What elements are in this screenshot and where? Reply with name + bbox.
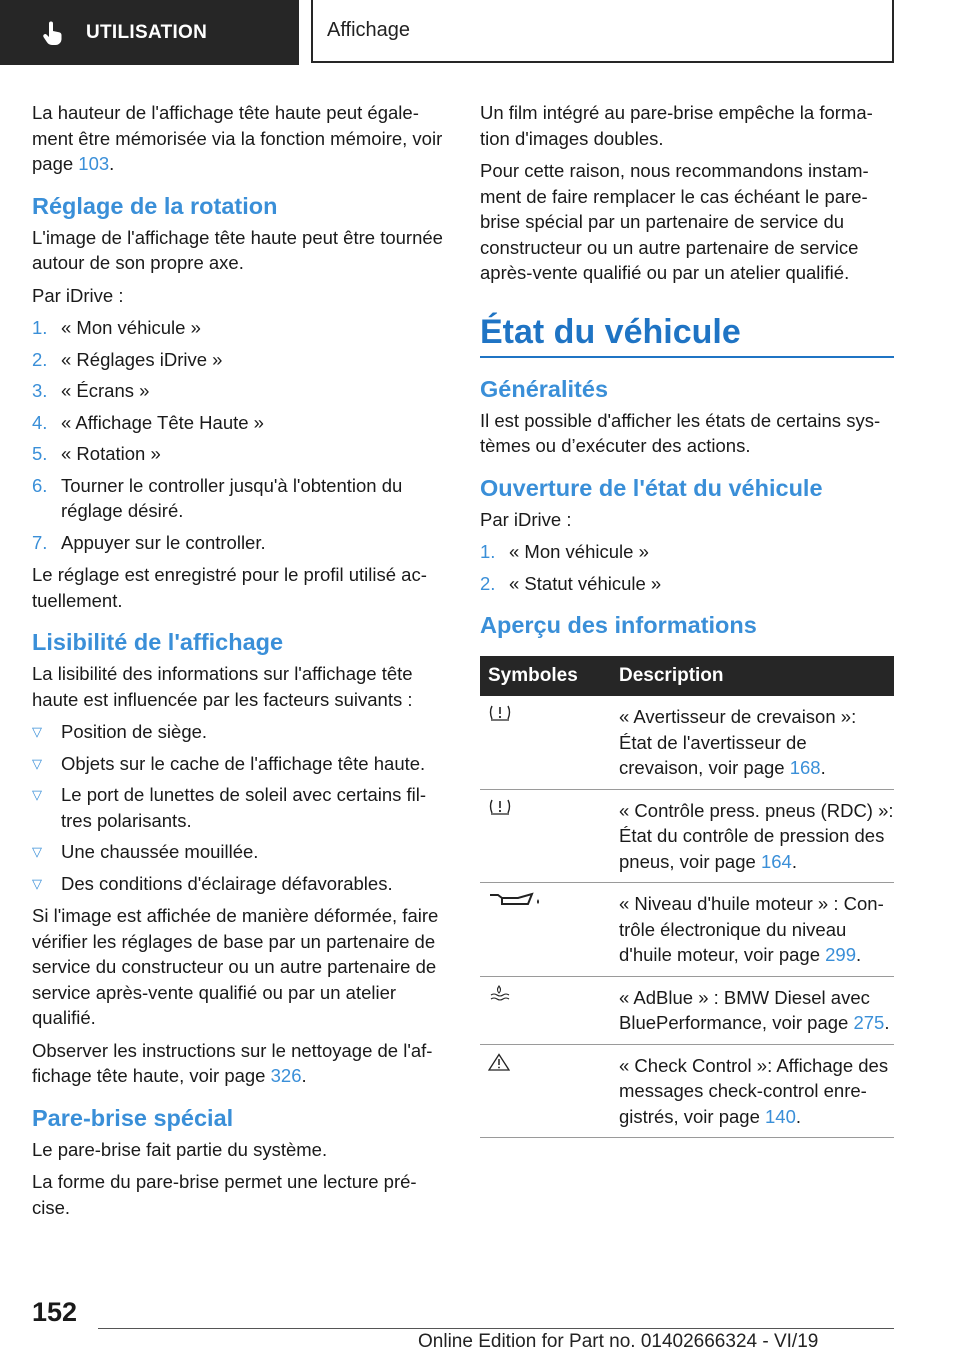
distorted-text: Si l'image est affichée de manière déformée, faire vérifier les réglages de base par un partenaire de service du constructeur ou un autre partenaire de service après-vente qualifié ou par un atelier qualifié.	[32, 905, 439, 1028]
footer-divider	[98, 1328, 894, 1329]
hand-pointer-icon	[42, 20, 68, 46]
idrive-label: Par iDrive :	[32, 284, 124, 306]
windshield-heading: Pare-brise spécial	[32, 1104, 234, 1131]
section-label: UTILISATION	[86, 21, 208, 43]
left-column	[32, 100, 444, 1227]
table-header-row	[480, 656, 894, 696]
table-row: « AdBlue » : BMW Diesel avec BluePerformance, voir page 275.	[480, 976, 894, 1044]
open-state-heading: Ouverture de l'état du véhicule	[480, 474, 823, 501]
page-link-275[interactable]: 275	[853, 1012, 885, 1033]
page-link-103[interactable]: 103	[78, 153, 110, 174]
rotation-text: L'image de l'affichage tête haute peut être tournée autour de son propre axe.	[32, 226, 443, 273]
intro-paragraph: La hauteur de l'affichage tête haute peut également être mémorisée via la fonction mémoire, voir page 103.	[32, 102, 443, 174]
list-item: 1. « Mon véhicule »	[32, 317, 201, 338]
windshield-text-2: La forme du pare-brise permet une lecture précise.	[32, 1171, 417, 1218]
list-item: 3. « Écrans »	[32, 380, 150, 401]
idrive-label: Par iDrive :	[480, 508, 572, 530]
film-text: Un film intégré au pare-brise empêche la formation d'images doubles.	[480, 102, 873, 149]
rotation-steps	[32, 315, 444, 555]
list-item: ▽ Position de siège.	[32, 719, 444, 745]
cleaning-text: Observer les instructions sur le nettoyage de l'affichage tête haute, voir page 326.	[32, 1039, 433, 1086]
page-link-140[interactable]: 140	[765, 1105, 796, 1127]
bullet-triangle-icon: ▽	[32, 755, 42, 771]
rotation-heading: Réglage de la rotation	[32, 192, 278, 219]
bullet-triangle-icon: ▽	[32, 787, 42, 802]
table-row: « Niveau d'huile moteur » : Contrôle électronique du niveau d'huile moteur, voir page 299.	[480, 883, 894, 977]
table-row: « Avertisseur de crevaison »: État de l'avertisseur de crevaison, voir page 168.	[480, 696, 894, 789]
recommend-text: Pour cette raison, nous recommandons instamment de faire remplacer le cas échéant le pare-brise spécial par un partenaire de service du constructeur ou un autre partenaire de service après-vente qualifié ou par un atelier qualifié.	[480, 160, 869, 283]
list-item: 2. « Statut véhicule »	[480, 572, 662, 594]
tire-pressure-icon	[488, 798, 512, 816]
list-item: 1. « Mon véhicule »	[480, 541, 649, 562]
list-item: ▽ Le port de lunettes de soleil avec certains filtres polarisants.	[32, 782, 444, 833]
right-column	[480, 100, 894, 1138]
bullet-triangle-icon: ▽	[32, 724, 42, 739]
general-heading: Généralités	[480, 375, 609, 402]
list-item: ▽ Des conditions d'éclairage défavorables.	[32, 871, 444, 897]
info-table	[480, 656, 894, 1138]
bullet-triangle-icon: ▽	[32, 844, 42, 859]
chapter-header	[311, 0, 894, 63]
oil-can-icon	[488, 891, 544, 907]
edition-note: Online Edition for Part no. 01402666324 - VI/19	[418, 1331, 819, 1352]
page-link-164[interactable]: 164	[760, 850, 792, 872]
chapter-title: Affichage	[327, 19, 411, 41]
general-text: Il est possible d'afficher les états de certains systèmes ou d’exécuter des actions.	[480, 409, 881, 456]
list-item: ▽ Une chaussée mouillée.	[32, 839, 444, 865]
list-item: 7. Appuyer sur le controller.	[32, 531, 266, 553]
page-link-326[interactable]: 326	[270, 1065, 302, 1086]
adblue-icon	[488, 985, 510, 1003]
tire-warning-icon	[488, 704, 512, 722]
legibility-heading: Lisibilité de l'affichage	[32, 629, 284, 655]
saved-text: Le réglage est enregistré pour le profil utilisé actuellement.	[32, 564, 427, 611]
factor-list	[32, 719, 444, 896]
page-link-299[interactable]: 299	[825, 944, 857, 965]
windshield-text-1: Le pare-brise fait partie du système.	[32, 1138, 328, 1160]
description-column-header: Description	[619, 656, 894, 696]
symbols-column-header: Symboles	[480, 656, 619, 696]
list-item: 6. Tourner le controller jusqu'à l'obtention du réglage désiré.	[32, 474, 403, 521]
legibility-text: La lisibilité des informations sur l'affichage tête haute est influencée par les facteurs suivants :	[32, 663, 413, 710]
vehicle-state-heading: État du véhicule	[480, 310, 894, 358]
overview-heading: Aperçu des informations	[480, 612, 757, 638]
page-number: 152	[32, 1297, 78, 1327]
list-item: 5. « Rotation »	[32, 443, 161, 464]
list-item: 2. « Réglages iDrive »	[32, 348, 223, 370]
list-item: ▽ Objets sur le cache de l'affichage tête haute.	[32, 751, 444, 777]
list-item: 4. « Affichage Tête Haute »	[32, 411, 264, 433]
table-row: « Contrôle press. pneus (RDC) »: État du contrôle de pression des pneus, voir page 164.	[480, 789, 894, 883]
warning-triangle-icon	[488, 1053, 510, 1071]
open-state-steps	[480, 539, 894, 596]
page-link-168[interactable]: 168	[789, 757, 821, 778]
section-tab	[0, 0, 299, 65]
bullet-triangle-icon: ▽	[32, 875, 42, 891]
table-row: « Check Control »: Affichage des messages check-control enregistrés, voir page 140.	[480, 1044, 894, 1138]
